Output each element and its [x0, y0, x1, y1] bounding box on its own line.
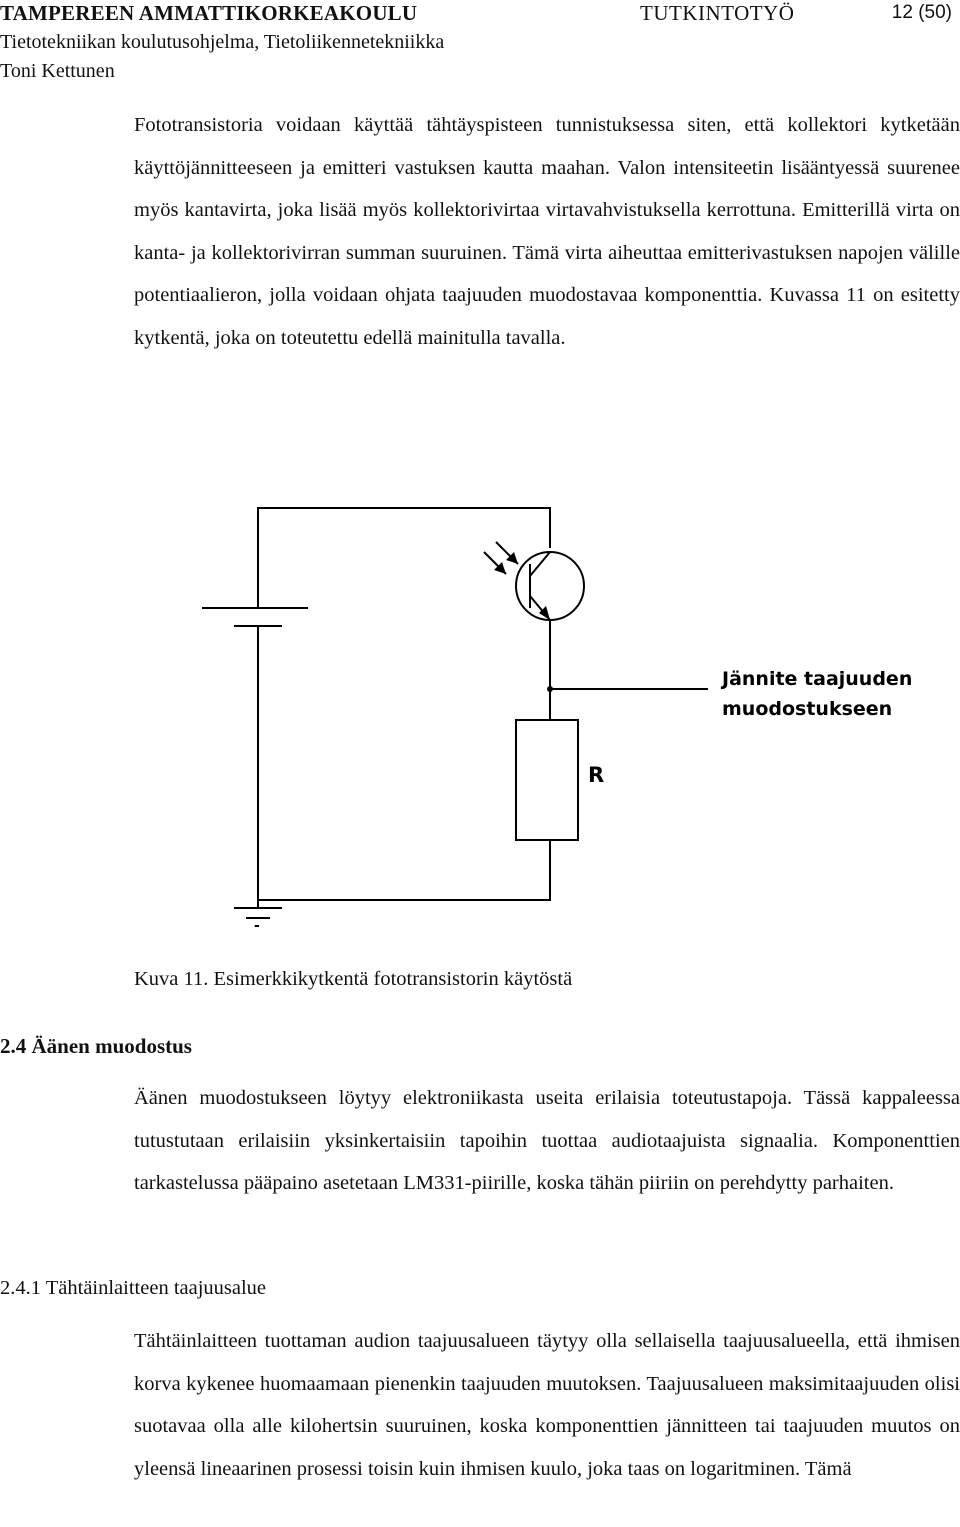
header-page-number: 12 (50) [891, 2, 952, 23]
label-ground: - [254, 918, 260, 934]
wire-bottom [258, 840, 550, 900]
phototransistor-body [516, 552, 584, 620]
label-output-line2: muodostukseen [722, 698, 893, 720]
circuit-diagram [130, 430, 960, 950]
circuit-figure [130, 430, 960, 950]
header-author: Toni Kettunen [0, 60, 115, 82]
label-output-line1: Jännite taajuuden [722, 668, 913, 690]
subsection-paragraph: Tähtäinlaitteen tuottaman audion taajuusalueen täytyy olla sellaisella taajuusalueella, että ihmisen korva kykenee huomaamaan pienenkin taajuuden muutoksen. Taajuusalueen maksimitaajuuden olisi suotavaa olla alle kilohertsin suuruinen, koska komponenttien jännitteen tai taajuuden muutos on yleensä lineaarinen prosessi toisin kuin ihmisen kuulo, joka taas on logaritminen. Tämä [134, 1330, 960, 1480]
subsection-heading: 2.4.1 Tähtäinlaitteen taajuusalue [0, 1277, 267, 1299]
wire-top [258, 508, 550, 608]
header-department: Tietotekniikan koulutusohjelma, Tietoliikennetekniikka [0, 31, 445, 53]
header-organization: TAMPEREEN AMMATTIKORKEAKOULU [0, 1, 418, 25]
junction-dot [547, 686, 553, 692]
section-paragraph: Äänen muodostukseen löytyy elektroniikasta useita erilaisia toteutustapoja. Tässä kappaleessa tutustutaan erilaisiin yksinkertaisiin tapoihin tuottaa audiotaajuista signaalia. Komponenttien tarkastelussa pääpaino asetetaan LM331-piirille, koska tähän piiriin on perehdytty parhaiten. [134, 1087, 960, 1194]
label-resistor: R [588, 763, 605, 787]
header-document-type: TUTKINTOTYÖ [640, 1, 795, 25]
section-heading: 2.4 Äänen muodostus [0, 1034, 192, 1058]
resistor-body [516, 720, 578, 840]
figure-caption: Kuva 11. Esimerkkikytkentä fototransistorin käytöstä [134, 968, 573, 990]
intro-paragraph: Fototransistoria voidaan käyttää tähtäyspisteen tunnistuksessa siten, että kollektori kytketään käyttöjännitteeseen ja emitteri vastuksen kautta maahan. Valon intensiteetin lisääntyessä suurenee myös kantavirta, joka lisää myös kollektorivirtaa virtavahvistuksella kerrottuna. Emitterillä virta on kanta- ja kollektorivirran summan suuruinen. Tämä virta aiheuttaa emitterivastuksen napojen välille potentiaalieron, jolla voidaan ohjata taajuuden muodostavaa komponenttia. Kuvassa 11 on esitetty kytkentä, joka on toteutettu edellä mainitulla tavalla. [134, 114, 960, 349]
